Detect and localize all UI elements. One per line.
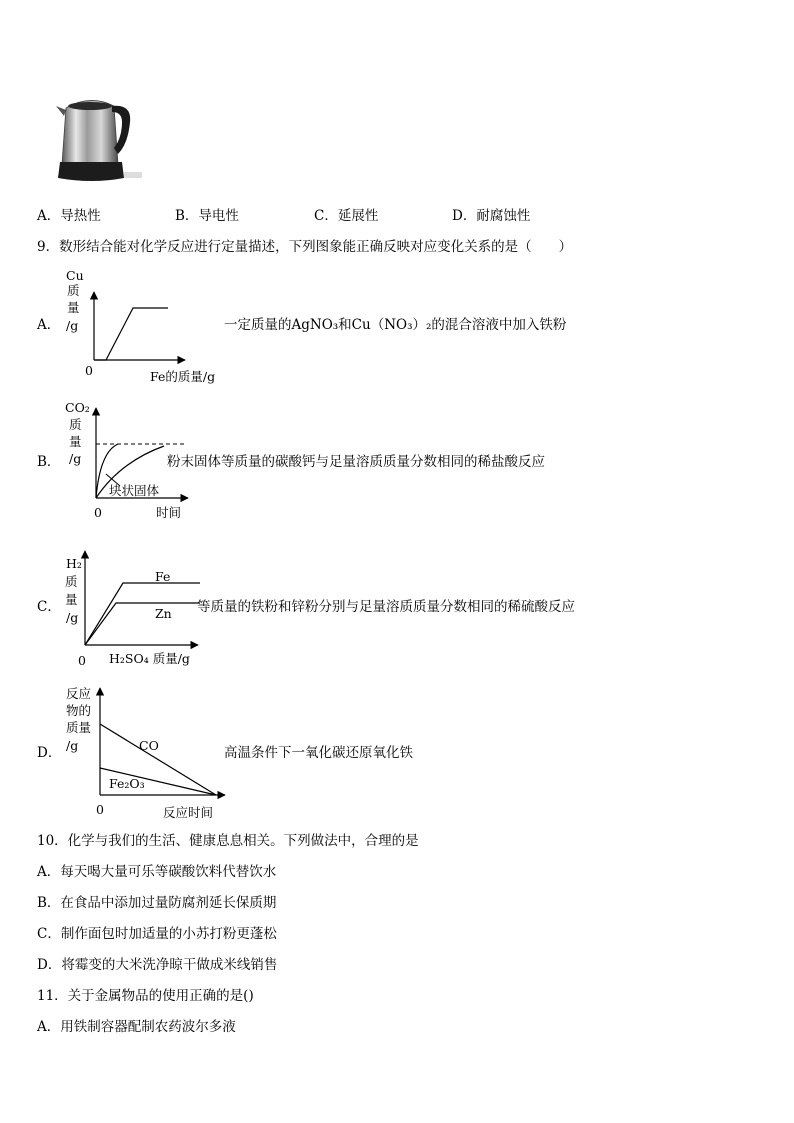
q9-d-ylabel-1: 反应 <box>66 686 92 701</box>
q9-d-co-label: CO <box>139 738 159 753</box>
q9-option-d-label: D． <box>37 745 62 761</box>
q9-option-b-label: B． <box>37 454 61 470</box>
q9-a-ylabel-3: 量 <box>67 300 80 315</box>
q8-option-b: B．导电性 <box>175 208 239 224</box>
fe-line <box>85 583 200 645</box>
q9-b-ylabel-3: 量 <box>69 434 82 449</box>
q9-d-ylabel-3: 质量 <box>66 720 92 735</box>
q9-c-ylabel-2: 质 <box>65 574 78 589</box>
q9-c-ylabel-3: 量 <box>65 592 78 607</box>
q9-option-c-label: C． <box>37 599 61 615</box>
q9-stem: 9．数形结合能对化学反应进行定量描述，下列图象能正确反映对应变化关系的是（ ） <box>37 239 573 255</box>
q10-stem: 10．化学与我们的生活、健康息息相关。下列做法中，合理的是 <box>37 833 419 849</box>
q8-option-c: C．延展性 <box>314 208 379 224</box>
q9-b-ylabel-1: CO₂ <box>65 400 90 415</box>
q9-d-fe2o3-label: Fe₂O₃ <box>109 776 145 791</box>
q9-c-ylabel-4: /g <box>66 610 79 625</box>
q9-b-curve-label: 块状固体 <box>109 483 160 498</box>
q10-option-d: D．将霉变的大米洗净晾干做成米线销售 <box>37 957 278 973</box>
q9-c-origin: 0 <box>78 653 86 668</box>
q11-option-a: A．用铁制容器配制农药波尔多液 <box>37 1019 236 1035</box>
q9-c-zn-label: Zn <box>155 606 172 621</box>
zn-line <box>85 603 200 645</box>
q10-option-b: B．在食品中添加过量防腐剂延长保质期 <box>37 895 277 911</box>
q9-c-ylabel-1: H₂ <box>66 556 82 571</box>
q8-option-a: A．导热性 <box>37 208 101 224</box>
q11-stem: 11．关于金属物品的使用正确的是() <box>37 988 254 1004</box>
q9-b-description: 粉末固体等质量的碳酸钙与足量溶质质量分数相同的稀盐酸反应 <box>167 454 545 470</box>
q9-a-ylabel-4: /g <box>66 318 79 333</box>
q9-d-ylabel-2: 物的 <box>66 703 92 718</box>
q9-a-origin: 0 <box>85 363 93 378</box>
q10-option-a: A．每天喝大量可乐等碳酸饮料代替饮水 <box>37 864 277 880</box>
q9-a-ylabel-1: Cu <box>66 268 84 283</box>
q9-b-ylabel-2: 质 <box>69 417 82 432</box>
q9-d-description: 高温条件下一氧化碳还原氧化铁 <box>224 745 413 761</box>
cu-curve <box>94 308 168 360</box>
q9-a-xlabel: Fe的质量/g <box>150 369 216 384</box>
q10-option-c: C．制作面包时加适量的小苏打粉更蓬松 <box>37 926 277 942</box>
q9-b-xlabel: 时间 <box>156 505 182 520</box>
q9-option-a-label: A． <box>37 317 61 333</box>
q9-b-ylabel-4: /g <box>69 451 82 466</box>
q9-c-fe-label: Fe <box>155 569 171 584</box>
q9-a-ylabel-2: 质 <box>67 283 80 298</box>
q9-b-origin: 0 <box>94 505 102 520</box>
q9-d-ylabel-4: /g <box>66 738 79 753</box>
q9-c-xlabel: H₂SO₄ 质量/g <box>109 651 190 666</box>
q8-option-d: D．耐腐蚀性 <box>452 208 531 224</box>
q9-d-origin: 0 <box>96 802 104 817</box>
q9-c-description: 等质量的铁粉和锌粉分别与足量溶质质量分数相同的稀硫酸反应 <box>197 599 575 615</box>
q9-d-xlabel: 反应时间 <box>163 805 214 820</box>
q9-a-description: 一定质量的AgNO₃和Cu（NO₃）₂的混合溶液中加入铁粉 <box>224 317 567 333</box>
electric-kettle-image <box>52 92 144 188</box>
